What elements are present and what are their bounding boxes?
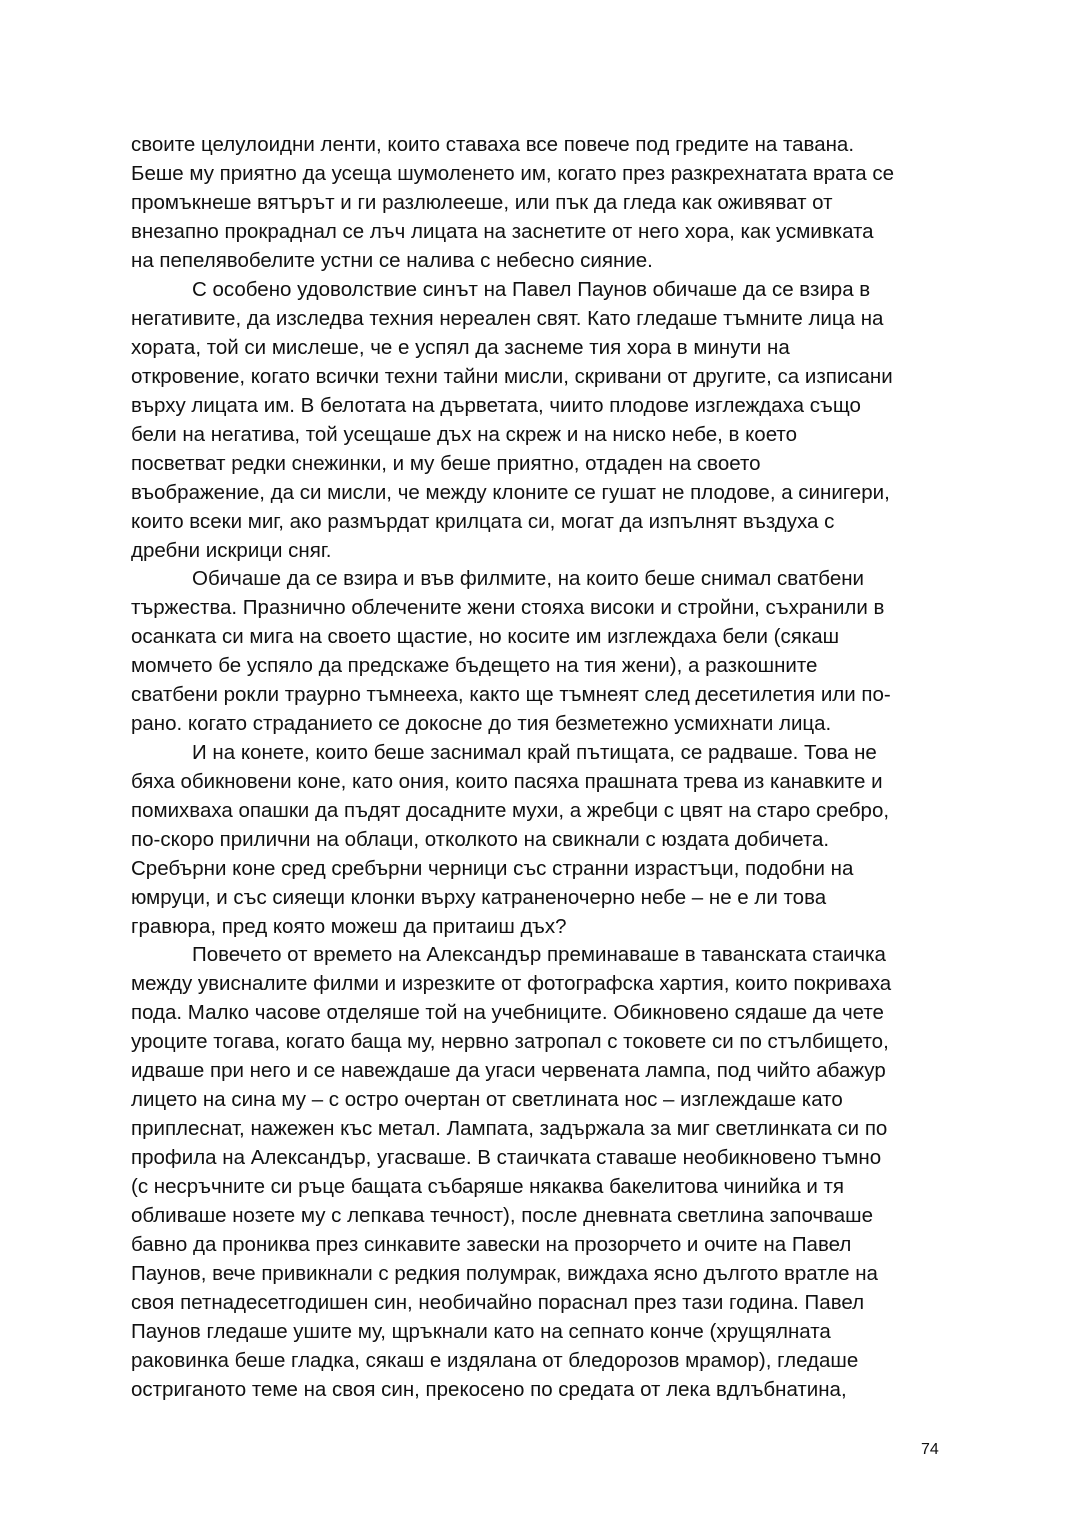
text-line: своя петнадесетгодишен син, необичайно пораснал през тази година. Павел bbox=[131, 1291, 865, 1314]
text-line: момчето бе успяло да предскаже бъдещето на тия жени), а разкошните bbox=[131, 654, 818, 677]
text-line: уроците тогава, когато баща му, нервно затропал с токовете си по стълбището, bbox=[131, 1030, 889, 1053]
paragraph-start-line: Повечето от времето на Александър преминаваше в таванската стаичка bbox=[192, 943, 886, 966]
text-line: профила на Александър, угасваше. В стаичката ставаше необикновено тъмно bbox=[131, 1146, 882, 1169]
text-line: бавно да прониква през синкавите завески на прозорчето и очите на Павел bbox=[131, 1233, 852, 1256]
text-line: Беше му приятно да усеща шумоленето им, когато през разкрехнатата врата се bbox=[131, 162, 895, 185]
text-line: рано. когато страданието се докосне до тия безметежно усмихнати лица. bbox=[131, 712, 832, 735]
text-line: осанката си мига на своето щастие, но косите им изглеждаха бели (сякаш bbox=[131, 625, 840, 648]
text-line: гравюра, пред която можеш да притаиш дъх? bbox=[131, 915, 567, 938]
paragraph-start-line: И на конете, които беше заснимал край пътищата, се радваше. Това не bbox=[192, 741, 877, 764]
text-line: Паунов гледаше ушите му, щръкнали като на сепнато конче (хрущялната bbox=[131, 1320, 831, 1343]
text-line: Паунов, вече привикнали с редкия полумрак, виждаха ясно дългото вратле на bbox=[131, 1262, 878, 1285]
text-line: обливаше нозете му с лепкава течност), после дневната светлина започваше bbox=[131, 1204, 874, 1227]
page-number: 74 bbox=[921, 1441, 939, 1458]
text-line: своите целулоидни ленти, които ставаха все повече под гредите на тавана. bbox=[131, 133, 855, 156]
paragraph-start-line: С особено удоволствие синът на Павел Паунов обичаше да се взира в bbox=[192, 278, 871, 301]
text-line: раковинка беше гладка, сякаш е издялана от бледорозов мрамор), гледаше bbox=[131, 1349, 859, 1372]
text-line: дребни искрици сняг. bbox=[131, 539, 332, 562]
text-line: негативите, да изследва техния нереален свят. Като гледаше тъмните лица на bbox=[131, 307, 884, 330]
text-line: хората, той си мислеше, че е успял да заснеме тия хора в минути на bbox=[131, 336, 790, 359]
text-line: по-скоро прилични на облаци, отколкото на свикнали с юздата добичета. bbox=[131, 828, 830, 851]
text-line: (с несръчните си ръце бащата събаряше някаква бакелитова чинийка и тя bbox=[131, 1175, 844, 1198]
text-line: които всеки миг, ако размърдат крилцата си, могат да изпълнят въздуха с bbox=[131, 510, 835, 533]
text-line: въображение, да си мисли, че между клоните се гушат не плодове, а синигери, bbox=[131, 481, 890, 504]
text-line: внезапно прокраднал се лъч лицата на заснетите от него хора, как усмивката bbox=[131, 220, 874, 243]
text-line: бели на негатива, той усещаше дъх на скреж и на ниско небе, в което bbox=[131, 423, 797, 446]
text-line: промъкнеше вятърът и ги разлюлееше, или пък да гледа как оживяват от bbox=[131, 191, 833, 214]
text-line: Сребърни коне сред сребърни черници със странни израстъци, подобни на bbox=[131, 857, 854, 880]
text-line: идваше при него и се навеждаше да угаси червената лампа, под чийто абажур bbox=[131, 1059, 886, 1082]
text-line: на пепелявобелите устни се налива с небесно сияние. bbox=[131, 249, 653, 272]
text-line: откровение, когато всички техни тайни мисли, скривани от другите, са изписани bbox=[131, 365, 893, 388]
text-line: пода. Малко часове отделяше той на учебниците. Обикновено сядаше да чете bbox=[131, 1001, 884, 1024]
text-line: бяха обикновени коне, като ония, които пасяха прашната трева из канавките и bbox=[131, 770, 883, 793]
text-line: юмруци, и със сияещи клонки върху катраненочерно небе – не е ли това bbox=[131, 886, 827, 909]
text-line: върху лицата им. В белотата на дърветата, чиито плодове изглеждаха също bbox=[131, 394, 861, 417]
text-line: остриганото теме на своя син, прекосено по средата от лека вдлъбнатина, bbox=[131, 1378, 847, 1401]
text-line: между увисналите филми и изрезките от фотографска хартия, които покриваха bbox=[131, 972, 892, 995]
text-line: помихваха опашки да пъдят досадните мухи, а жребци с цвят на старо сребро, bbox=[131, 799, 890, 822]
text-line: посветват редки снежинки, и му беше приятно, отдаден на своето bbox=[131, 452, 761, 475]
text-line: приплеснат, нажежен къс метал. Лампата, задържала за миг светлинката си по bbox=[131, 1117, 888, 1140]
text-line: сватбени рокли траурно тъмнееха, както ще тъмнеят след десетилетия или по- bbox=[131, 683, 891, 706]
text-line: тържества. Празнично облечените жени стояха високи и стройни, съхранили в bbox=[131, 596, 885, 619]
text-line: лицето на сина му – с остро очертан от светлината нос – изглеждаше като bbox=[131, 1088, 843, 1111]
paragraph-start-line: Обичаше да се взира и във филмите, на които беше снимал сватбени bbox=[192, 567, 864, 590]
